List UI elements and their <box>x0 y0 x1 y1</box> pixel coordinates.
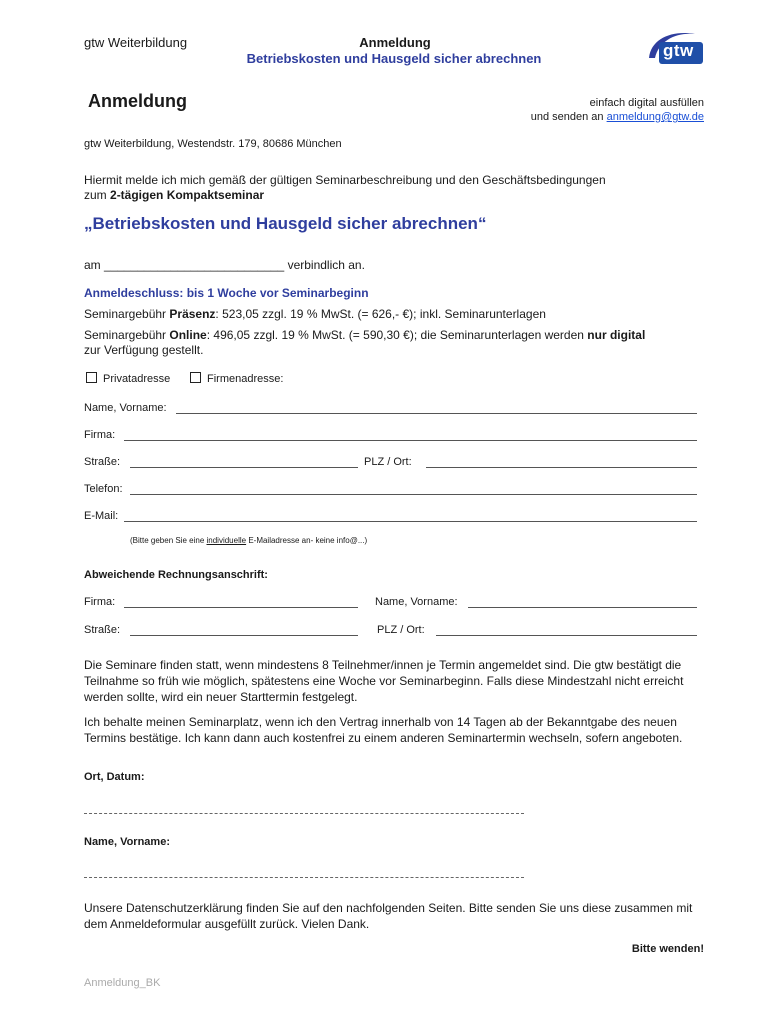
deadline: Anmeldeschluss: bis 1 Woche vor Seminarbeginn <box>84 286 369 300</box>
billing-zip-city-field[interactable] <box>436 635 697 636</box>
checkbox-company-label: Firmenadresse: <box>207 373 284 385</box>
send-info-line1: einfach digital ausfüllen <box>589 97 704 109</box>
company-field[interactable] <box>124 440 697 441</box>
fee-online-prefix: Seminargebühr <box>84 328 170 342</box>
street-field[interactable] <box>130 467 358 468</box>
billing-company-label: Firma: <box>84 596 116 608</box>
fee-online-bold2: nur digital <box>587 328 646 342</box>
date-line[interactable] <box>84 258 365 272</box>
signature-name-label: Name, Vorname: <box>84 836 170 848</box>
intro-prefix: zum <box>84 188 111 202</box>
fee-presence-rest: : 523,05 zzgl. 19 % MwSt. (= 626,- €); inkl. Seminarunterlagen <box>215 307 546 321</box>
intro-bold: 2-tägigen Kompaktseminar <box>110 188 265 202</box>
fee-presence-bold: Präsenz <box>169 307 216 321</box>
zip-city-field[interactable] <box>426 467 697 468</box>
checkbox-private-label: Privatadresse <box>103 373 171 385</box>
checkbox-private-box[interactable] <box>86 372 97 383</box>
place-date-field[interactable] <box>84 813 524 814</box>
intro-line1: Hiermit melde ich mich gemäß der gültigen Seminarbeschreibung und den Geschäftsbedingungen <box>84 173 606 187</box>
checkbox-company[interactable] <box>190 372 283 385</box>
phone-field[interactable] <box>130 494 697 495</box>
billing-heading: Abweichende Rechnungsanschrift: <box>84 569 268 581</box>
org-address: gtw Weiterbildung, Westendstr. 179, 80686 München <box>84 138 342 150</box>
billing-street-field[interactable] <box>130 635 358 636</box>
send-info-prefix: und senden an <box>530 111 607 123</box>
checkbox-company-box[interactable] <box>190 372 201 383</box>
paragraph-seat-policy: Ich behalte meinen Seminarplatz, wenn ich den Vertrag innerhalb von 14 Tagen ab der Bekanntgabe des neuen Termins bestätige. Ich kann dann auch kostenfrei zu einem anderen Seminartermin wechseln, sofern angeboten. <box>84 715 683 745</box>
date-suffix: verbindlich an. <box>287 258 365 272</box>
footer-label: Anmeldung_BK <box>84 977 161 989</box>
header-title: Anmeldung <box>359 35 431 50</box>
seminar-title: „Betriebskosten und Hausgeld sicher abrechnen“ <box>84 214 487 233</box>
paragraph-privacy: Unsere Datenschutzerklärung finden Sie auf den nachfolgenden Seiten. Bitte senden Sie uns diese zusammen mit dem Anmeldeformular ausgefüllt zurück. Vielen Dank. <box>84 901 693 931</box>
place-date-label: Ort, Datum: <box>84 771 145 783</box>
date-blank[interactable]: ___________________________ <box>104 258 285 272</box>
email-hint-underlined: individuelle <box>206 536 247 545</box>
checkbox-private[interactable] <box>86 372 170 385</box>
zip-city-label: PLZ / Ort: <box>364 456 412 468</box>
fee-online-line2: zur Verfügung gestellt. <box>84 343 204 357</box>
header-subtitle: Betriebskosten und Hausgeld sicher abrechnen <box>246 51 542 66</box>
signature-name-field[interactable] <box>84 877 524 878</box>
fee-online-bold: Online <box>169 328 207 342</box>
billing-company-field[interactable] <box>124 607 358 608</box>
phone-label: Telefon: <box>84 483 123 495</box>
fee-online-rest: : 496,05 zzgl. 19 % MwSt. (= 590,30 €); die Seminarunterlagen werden <box>206 328 588 342</box>
billing-name-label: Name, Vorname: <box>375 596 458 608</box>
billing-street-label: Straße: <box>84 624 121 636</box>
email-hint-prefix: (Bitte geben Sie eine <box>130 536 207 545</box>
billing-zip-city-label: PLZ / Ort: <box>377 624 425 636</box>
company-label: Firma: <box>84 429 116 441</box>
date-prefix: am <box>84 258 101 272</box>
paragraph-minimum-participants: Die Seminare finden statt, wenn mindestens 8 Teilnehmer/innen je Termin angemeldet sind. Die gtw bestätigt die Teilnahme so früh wie möglich, spätestens eine Woche vor Seminarbeginn. Falls diese Mindestzahl nicht erreicht werden sollte, wird ein neuer Starttermin festgelegt. <box>84 658 684 704</box>
fee-online <box>84 328 645 342</box>
name-field[interactable] <box>176 413 697 414</box>
email-hint <box>130 536 367 545</box>
header-org: gtw Weiterbildung <box>84 35 188 50</box>
gtw-logo <box>643 28 705 70</box>
fee-presence-prefix: Seminargebühr <box>84 307 170 321</box>
page-title: Anmeldung <box>88 91 187 111</box>
billing-name-field[interactable] <box>468 607 697 608</box>
turn-over-note: Bitte wenden! <box>631 943 704 955</box>
intro-line2 <box>84 188 264 202</box>
logo-text: gtw <box>663 41 694 60</box>
email-field[interactable] <box>124 521 697 522</box>
email-label: E-Mail: <box>84 510 119 522</box>
name-label: Name, Vorname: <box>84 402 167 414</box>
fee-presence <box>84 307 546 321</box>
send-info-line2 <box>531 111 704 123</box>
email-hint-rest: E-Mailadresse an- keine info@...) <box>246 536 368 545</box>
email-link[interactable]: anmeldung@gtw.de <box>606 111 704 123</box>
street-label: Straße: <box>84 456 121 468</box>
